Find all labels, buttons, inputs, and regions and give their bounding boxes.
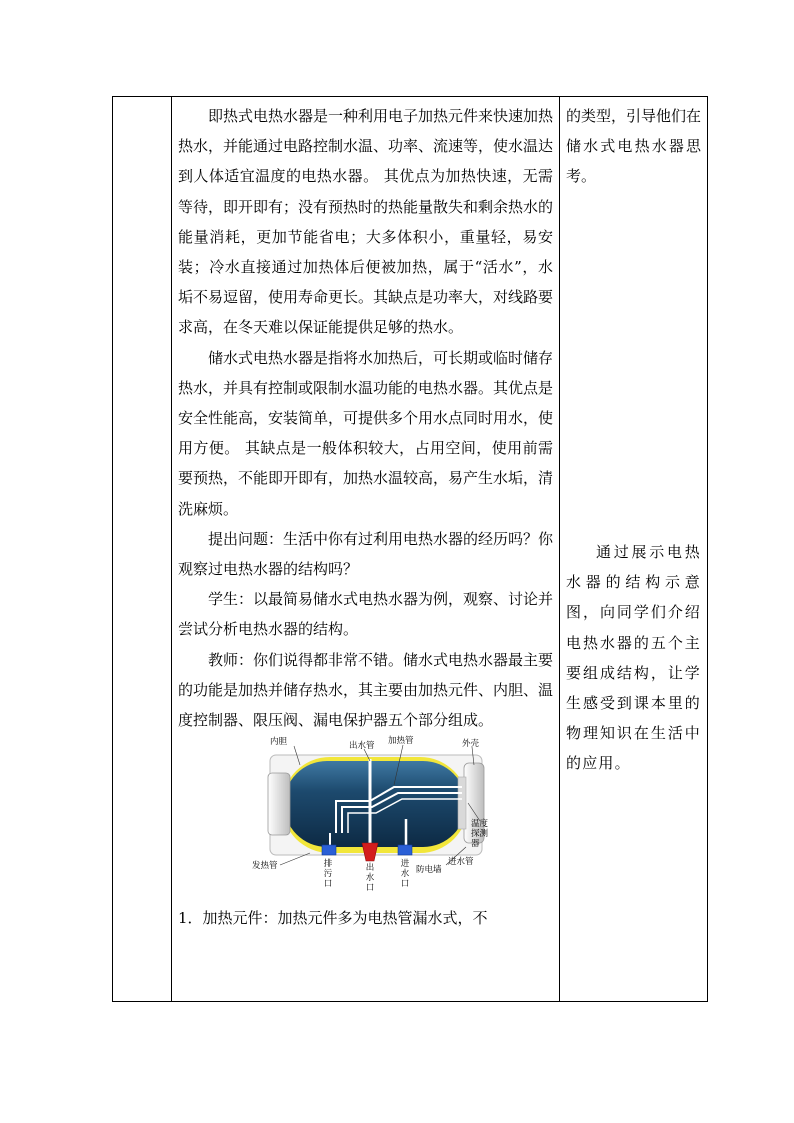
paragraph-teacher: 教师：你们说得都非常不错。储水式电热水器最主要的功能是加热并储存热水，其主要由加热元件、内胆、温度控制器、限压阀、漏电保护器五个部分组成。: [178, 650, 554, 730]
notes-column: [560, 97, 708, 1002]
label-heating-pipe: 加热管: [388, 736, 414, 747]
note-structure: [566, 537, 701, 779]
lesson-table: [112, 96, 708, 1002]
label-outlet-pipe: 出水管: [349, 741, 375, 752]
label-drain: 排污口: [323, 859, 333, 890]
label-heating-tube: 发热管: [252, 861, 278, 872]
note-structure-text: 通过展示电热水器的结构示意图，向同学们介绍电热水器的五个主要组成结构，让学生感受到课本里的物理知识在生活中的应用。: [566, 543, 701, 773]
label-outlet: 出水口: [365, 863, 375, 894]
content-column: [172, 97, 560, 1002]
label-inlet-pipe: 进水管: [448, 857, 474, 868]
label-anti-scald: 防电墙: [416, 865, 442, 876]
stage-column: [113, 97, 172, 1002]
paragraph-question: 提出问题：生活中你有过利用电热水器的经历吗？你观察过电热水器的结构吗？: [178, 529, 554, 579]
water-heater-diagram: [252, 736, 496, 894]
note-top: 的类型，引导他们在储水式电热水器思考。: [566, 107, 702, 186]
paragraph-instant-heater: 即热式电热水器是一种利用电子加热元件来快速加热热水，并能通过电路控制水温、功率、流速等，使水温达到人体适宜温度的电热水器。 其优点为加热快速，无需等待，即开即有；没有预热时的热能量散失和剩余热水的能量消耗，更加节能省电；大多体积小，重量轻，易安装；冷水直接通过加热体后便被加热，属于“活水”，水垢不易逗留，使用寿命更长。其缺点是功率大，对线路要求高，在冬天难以保证能提供足够的热水。: [178, 107, 554, 337]
paragraph-heating-element: 1．加热元件：加热元件多为电热管漏水式，不: [178, 909, 488, 928]
paragraph-student: 学生：以最简易储水式电热水器为例，观察、讨论并尝试分析电热水器的结构。: [178, 590, 554, 639]
label-temp-probe: 温度探测器: [471, 819, 489, 850]
paragraph-storage-heater: 储水式电热水器是指将水加热后，可长期或临时储存热水，并具有控制或限制水温功能的电热水器。其优点是安全性能高，安装简单，可提供多个用水点同时用水，使用方便。 其缺点是一般体积较大，占用空间，使用前需要预热，不能即开即有，加热水温较高，易产生水垢，清洗麻烦。: [178, 348, 554, 518]
label-inlet: 进水口: [400, 859, 410, 890]
label-inner-tank: 内胆: [270, 737, 288, 748]
label-shell: 外壳: [462, 739, 480, 750]
